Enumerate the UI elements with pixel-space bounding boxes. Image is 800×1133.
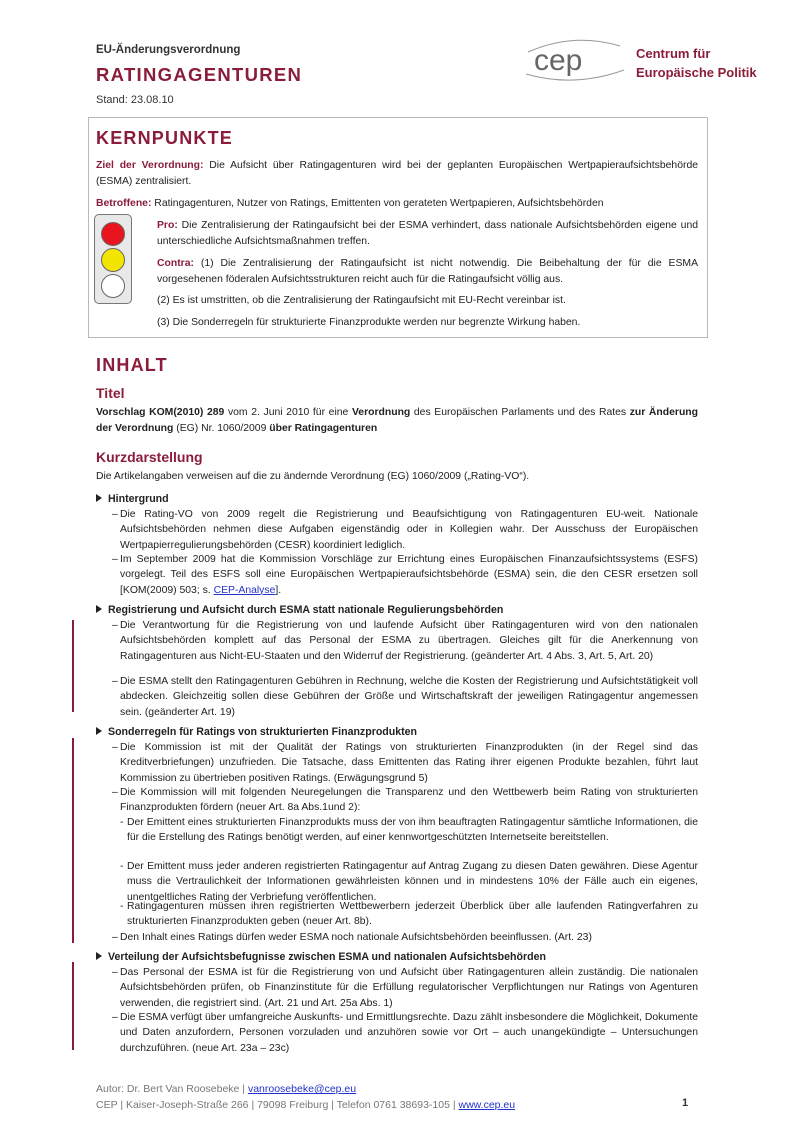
list-item: – Die Rating-VO von 2009 regelt die Registrierung und Beaufsichtigung von Ratingagenturen EU-weit. Nationale Aufsichtsbehörden nehmen diese Aufgaben eigenständig oder in Kollegien wahr. Der Ausschuss der Europäischen Wertpapierregulierungsbehörden (CESR) koordiniert lediglich. — [112, 509, 698, 551]
ziel-text: Die Aufsicht über Ratingagenturen wird bei der geplanten Europäischen Wertpapieraufsichtsbehörde (ESMA) zentralisiert. — [96, 160, 698, 187]
cep-logo-mark-icon — [520, 30, 628, 86]
pro-text: Die Zentralisierung der Ratingaufsicht bei der ESMA verhindert, dass nationale Aufsichtsbehörden eigene und unterschiedliche Aufsichtsmaßnahmen treffen. — [157, 220, 698, 247]
bullet-triangle-icon — [96, 605, 102, 613]
list-item: – Die Kommission will mit folgenden Neuregelungen die Transparenz und den Wettbewerb beim Rating von strukturierten Finanzprodukten fördern (neuer Art. 8a Abs.1und 2): — [112, 787, 698, 814]
betroffene-paragraph — [96, 196, 698, 212]
author-email-link[interactable]: vanroosebeke@cep.eu — [247, 1083, 357, 1095]
section-heading-registrierung: Registrierung und Aufsicht durch ESMA statt nationale Regulierungsbehörden — [96, 604, 503, 616]
list-item: – Die Kommission ist mit der Qualität der Ratings von strukturierten Finanzprodukten (in der Regel sind das Kreditverbriefungen) unzufrieden. Die Tatsache, dass Emittenten das Rating ihrer eigenen Produkte bezahlen, führt laut Kommission zu übertrieben positiven Ratings. (Erwägungsgrund 5) — [112, 742, 698, 784]
betroffene-text: Ratingagenturen, Nutzer von Ratings, Emittenten von gerateten Wertpapieren, Aufsichtsbehörden — [151, 198, 604, 209]
logo-line-2: Europäische Politik — [636, 65, 757, 80]
contra-point-3: (3) Die Sonderregeln für strukturierte Finanzprodukte werden nur begrenzte Wirkung haben. — [157, 317, 581, 328]
titel-aenderung: zur Änderung der Verordnung — [96, 407, 698, 434]
list-item: – Die ESMA verfügt über umfangreiche Auskunfts- und Ermittlungsrechte. Dazu zählt insbesondere die Möglichkeit, Dokumente und Daten anzufordern, Personen vorzuladen und anzuhören sowie vor Ort – auch unangekündigte – Untersuchungen durchzuführen. (neue Art. 23a – 23c) — [112, 1012, 698, 1054]
titel-kom: Vorschlag KOM(2010) 289 — [96, 407, 225, 418]
footer-address: CEP | Kaiser-Joseph-Straße 266 | 79098 Freiburg | Telefon 0761 38693-105 | www.cep.eu — [96, 1099, 516, 1111]
titel-rating: über Ratingagenturen — [269, 422, 378, 434]
footer-author: Autor: Dr. Bert Van Roosebeke | vanroosebeke@cep.eu — [96, 1083, 357, 1095]
document-date: Stand: 23.08.10 — [96, 94, 174, 106]
ziel-paragraph — [96, 158, 698, 189]
ziel-label: Ziel der Verordnung: — [96, 160, 204, 171]
cep-logo-text: cep — [534, 44, 583, 77]
list-item: – Die Verantwortung für die Registrierung von und laufende Aufsicht über Ratingagenturen wird von den nationalen Aufsichtsbehörden komplett auf das Personal der ESMA zu übertragen. Gleiches gilt für die Anerkennung von Ratingagenturen aus Nicht-EU-Staaten und den Widerruf der Registrierung. (geänderter Art. 4 Abs. 3, Art. 5, Art. 20) — [112, 620, 698, 662]
cep-logo — [520, 30, 628, 86]
titel-t2: vom 2. Juni 2010 für eine — [224, 407, 352, 418]
list-item: – Die ESMA stellt den Ratingagenturen Gebühren in Rechnung, welche die Kosten der Registrierung und Aufsichtstätigkeit voll abdecken. Gleichzeitig sollen diese Gebühren der Größe und Wirtschaftskraft der jeweiligen Ratingagentur angemessen sein. (geänderter Art. 19) — [112, 676, 698, 718]
traffic-light-yellow — [101, 248, 125, 272]
document-type: EU-Änderungsverordnung — [96, 44, 241, 56]
website-link[interactable]: www.cep.eu — [458, 1099, 516, 1111]
titel-paragraph — [96, 405, 698, 436]
section-heading-sonderregeln: Sonderregeln für Ratings von strukturierten Finanzprodukten — [96, 726, 417, 738]
list-item: – Den Inhalt eines Ratings dürfen weder ESMA noch nationale Aufsichtsbehörden beeinflussen. (Art. 23) — [112, 932, 592, 943]
cep-analyse-link[interactable]: CEP-Analyse — [213, 584, 276, 596]
contra-paragraph — [157, 256, 698, 287]
footer — [96, 1081, 696, 1113]
bullet-triangle-icon — [96, 727, 102, 735]
titel-t4: des Europäischen Parlaments und des Rates — [410, 407, 630, 418]
section-heading-verteilung: Verteilung der Aufsichtsbefugnisse zwischen ESMA und nationalen Aufsichtsbehörden — [96, 951, 546, 963]
logo-caption — [636, 44, 757, 82]
contra-label: Contra: — [157, 258, 194, 269]
list-item: – Im September 2009 hat die Kommission Vorschläge zur Errichtung eines Europäischen Finanzaufsichtssystems (ESFS) vorgelegt. Teil des ESFS soll eine Europäischen Wertpapieraufsichtsbehörde (ESMA) sein, die den CESR ersetzen soll [KOM(2009) 503; s. CEP-Analyse]. — [112, 554, 698, 596]
sub-list-item: - Ratingagenturen müssen ihren registrierten Wettbewerbern jederzeit Überblick über alle laufenden Ratingverfahren zu strukturierten Finanzprodukten geben (neuer Art. 8b). — [120, 901, 698, 928]
change-bar — [72, 738, 74, 943]
traffic-light-icon — [94, 214, 132, 304]
betroffene-label: Betroffene: — [96, 198, 152, 209]
logo-line-1: Centrum für — [636, 46, 711, 61]
page-title: RATINGAGENTUREN — [96, 64, 303, 85]
sub-list-item: - Der Emittent eines strukturierten Finanzprodukts muss der von ihm beauftragten Ratingagentur sämtliche Informationen, die für die Erstellung des Ratings benötigt werden, auf einer kennwortgeschützten Internetseite bereitstellen. — [120, 817, 698, 844]
inhalt-title: INHALT — [96, 355, 168, 375]
contra-point-2: (2) Es ist umstritten, ob die Zentralisierung der Ratingaufsicht mit EU-Recht vereinbar ist. — [157, 295, 566, 306]
traffic-light-white — [101, 274, 125, 298]
titel-heading: Titel — [96, 385, 125, 401]
kurz-heading: Kurzdarstellung — [96, 449, 203, 465]
bullet-triangle-icon — [96, 494, 102, 502]
bullet-triangle-icon — [96, 952, 102, 960]
titel-t6: (EG) Nr. 1060/2009 — [173, 422, 270, 434]
titel-verordnung: Verordnung — [351, 407, 411, 418]
section-heading-hintergrund: Hintergrund — [96, 493, 169, 505]
change-bar — [72, 962, 74, 1050]
pro-label: Pro: — [157, 220, 178, 231]
pro-paragraph — [157, 218, 698, 249]
change-bar — [72, 620, 74, 712]
page-number: 1 — [682, 1097, 689, 1109]
traffic-light-red — [101, 222, 125, 246]
list-item: – Das Personal der ESMA ist für die Registrierung von und Aufsicht über Ratingagenturen allein zuständig. Die nationalen Aufsichtsbehörden prüfen, ob Finanzinstitute für die Erfüllung regulatorischer Verpflichtungen nur Ratings von Agenturen verwenden, die registriert sind. (Art. 21 und Art. 25a Abs. 1) — [112, 967, 698, 1009]
kurz-intro: Die Artikelangaben verweisen auf die zu ändernde Verordnung (EG) 1060/2009 („Rating-VO“). — [96, 471, 530, 482]
contra-text: (1) Die Zentralisierung der Ratingaufsicht ist nicht notwendig. Die Beibehaltung der für die ESMA vorgesehenen föderalen Aufsichtsstrukturen reicht auch für die Ratingaufsicht völlig aus. — [157, 258, 698, 285]
kernpunkte-title: KERNPUNKTE — [96, 128, 234, 148]
sub-list-item: - Der Emittent muss jeder anderen registrierten Ratingagentur auf Antrag Zugang zu diesen Daten gewähren. Diese Agentur muss die Vertraulichkeit der Informationen gewährleisten können und in mindestens 10% der Fälle auch ein eigenes, unentgeltliches Rating der Verbriefung veröffentlichen. — [120, 861, 698, 903]
